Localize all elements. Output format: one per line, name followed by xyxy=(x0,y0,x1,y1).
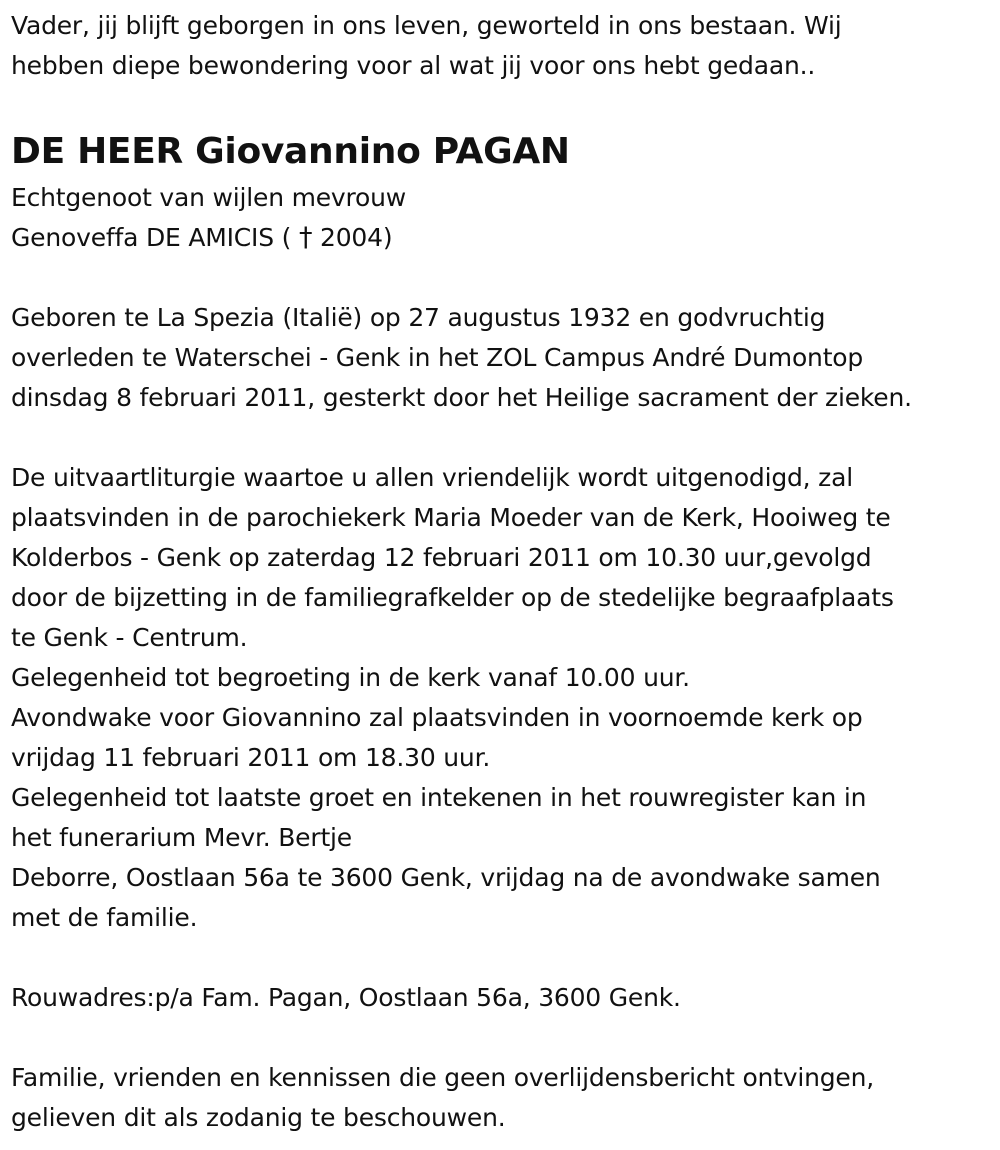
spouse-line: Echtgenoot van wijlen mevrouw xyxy=(11,183,407,212)
paragraph-line: Geboren te La Spezia (Italië) op 27 augustus 1932 en godvruchtig xyxy=(11,303,826,332)
spouse-name: Genoveffa DE AMICIS ( xyxy=(11,223,292,252)
paragraph-line: het funerarium Mevr. Bertje xyxy=(11,823,352,852)
spouse-death-year: 2004) xyxy=(312,223,393,252)
paragraph-line: De uitvaartliturgie waartoe u allen vriendelijk wordt uitgenodigd, zal xyxy=(11,463,853,492)
epigraph-line: hebben diepe bewondering voor al wat jij voor ons hebt gedaan.. xyxy=(11,51,816,80)
epigraph xyxy=(11,6,996,86)
spouse-info xyxy=(11,178,996,258)
paragraph-line: gelieven dit als zodanig te beschouwen. xyxy=(11,1103,506,1132)
cross-icon: † xyxy=(298,222,313,253)
paragraph-line: te Genk - Centrum. xyxy=(11,623,248,652)
paragraph-line: Deborre, Oostlaan 56a te 3600 Genk, vrijdag na de avondwake samen xyxy=(11,863,881,892)
paragraph-line: overleden te Waterschei - Genk in het ZOL Campus André Dumontop xyxy=(11,343,864,372)
spouse-name-line xyxy=(11,218,996,258)
mourning-address: Rouwadres:p/a Fam. Pagan, Oostlaan 56a, 3600 Genk. xyxy=(11,983,681,1012)
paragraph-line: door de bijzetting in de familiegrafkelder op de stedelijke begraafplaats xyxy=(11,583,894,612)
paragraph-line: met de familie. xyxy=(11,903,198,932)
paragraph-line: Gelegenheid tot begroeting in de kerk vanaf 10.00 uur. xyxy=(11,663,690,692)
paragraph-line: Kolderbos - Genk op zaterdag 12 februari 2011 om 10.30 uur,gevolgd xyxy=(11,543,872,572)
funeral-paragraph xyxy=(11,458,996,938)
deceased-name: DE HEER Giovannino PAGAN xyxy=(11,131,570,172)
paragraph-line: Familie, vrienden en kennissen die geen overlijdensbericht ontvingen, xyxy=(11,1063,875,1092)
paragraph-line: plaatsvinden in de parochiekerk Maria Moeder van de Kerk, Hooiweg te xyxy=(11,503,891,532)
paragraph-line: vrijdag 11 februari 2011 om 18.30 uur. xyxy=(11,743,491,772)
birth-death-paragraph xyxy=(11,298,996,418)
obituary-notice xyxy=(11,6,996,1138)
paragraph-line: dinsdag 8 februari 2011, gesterkt door het Heilige sacrament der zieken. xyxy=(11,383,912,412)
epigraph-line: Vader, jij blijft geborgen in ons leven, geworteld in ons bestaan. Wij xyxy=(11,11,842,40)
paragraph-line: Avondwake voor Giovannino zal plaatsvinden in voornoemde kerk op xyxy=(11,703,863,732)
paragraph-line: Gelegenheid tot laatste groet en intekenen in het rouwregister kan in xyxy=(11,783,867,812)
closing-paragraph xyxy=(11,1058,996,1138)
